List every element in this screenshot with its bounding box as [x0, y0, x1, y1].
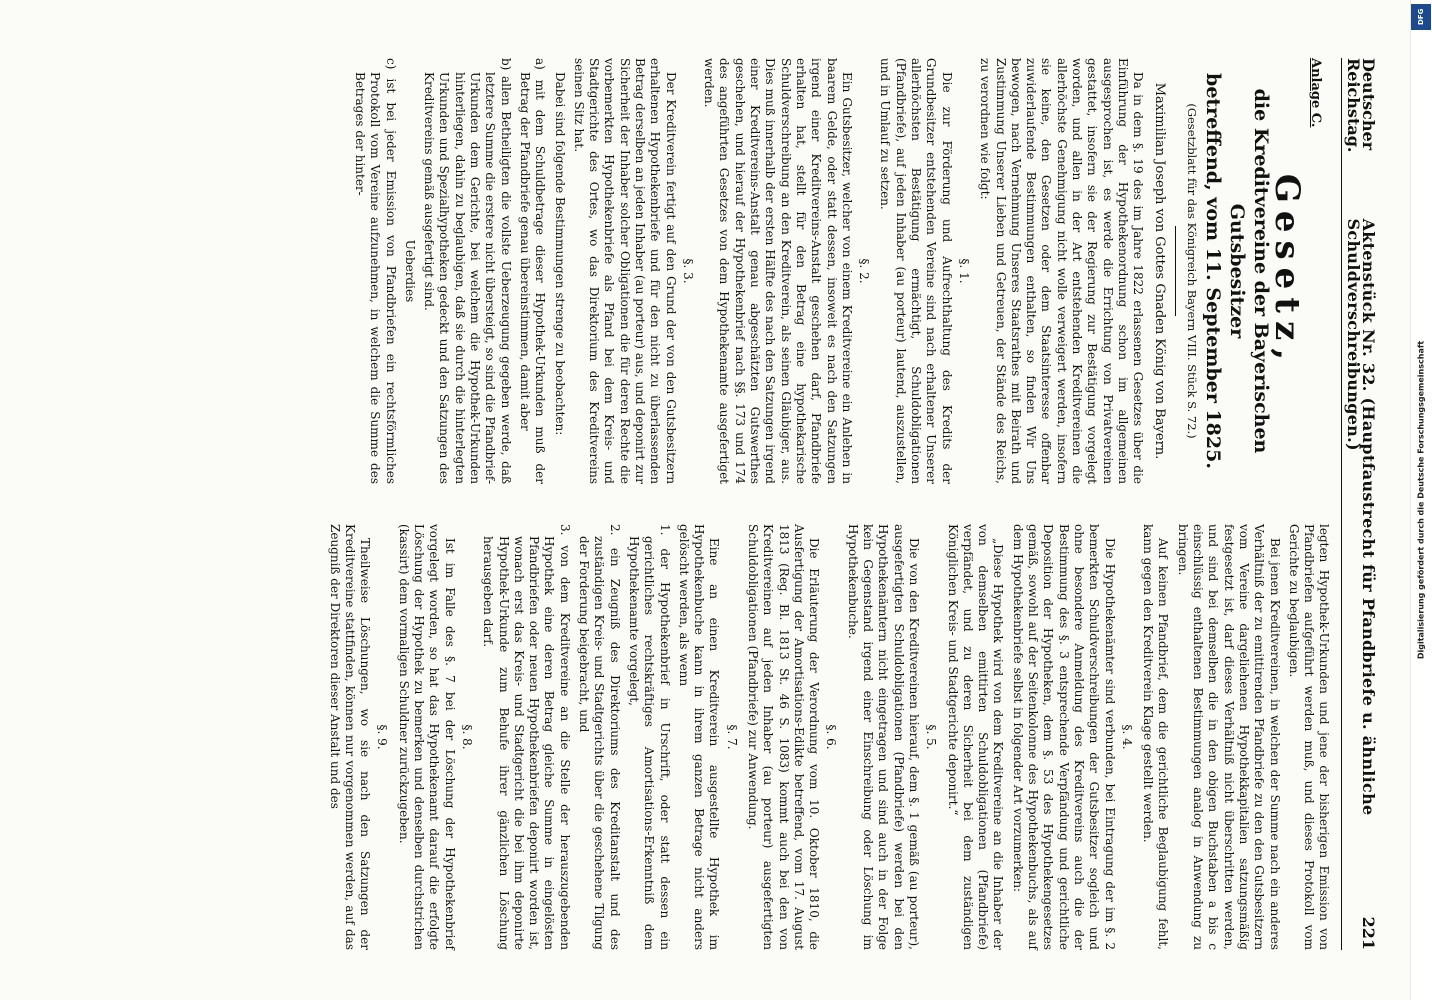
header-center — [1345, 219, 1376, 917]
section-8-text: Ist im Falle des §. 7 bei der Löschung der Hypothekenbrief vorgelegt worden, so hat das Hypothekenamt darauf die erfolgte Löschung der Hypothek zu bemerken und denselben durchstrichen (kassirt) dem vormaligen Schuldner zurückzugeben. — [396, 524, 457, 950]
section-5-text: Die von den Kreditvereinen hierauf, dem §. 1 gemäß (au porteur), ausgefertigten Schuldobligationen (Pfandbriefe) werden bei den Hypothekenämtern nicht eingetragen und sind auch in der Folge kein Gegenstand irgend einer Einschreibung oder Löschung im Hypothekenbuche. — [845, 524, 921, 950]
section-1-number: §. 1. — [956, 258, 971, 284]
section-2-number: §. 2. — [857, 258, 872, 284]
section-3-continuation: Dabei sind folgende Bestimmungen strenge zu beobachten: — [552, 72, 567, 436]
section-7-text: Eine an einen Kreditverein ausgestellte Hypothek im Hypothekenbuche kann in ihrem ganzen Betrage nicht anders gelöscht werden, als wenn — [676, 524, 722, 950]
section-9-number: §. 9. — [375, 724, 390, 750]
section-7-item-3: 3. von dem Kreditvereine an die Stelle der herauszugebenden Hypothek eine deren Betrag gleiche Summe in eingelösten Pfandbriefen oder neuen Hypothekenbriefen deponirt worden ist, wonach erst das Kreis- und Stadtgericht die bei ihm deponirte Hypothek-Urkunde zum Behufe ihrer gänzlichen Löschung herausgeben darf. — [481, 524, 572, 950]
king-line: Maximilian Joseph von Gottes Gnaden König von Bayern. — [1151, 82, 1167, 460]
preamble: Da in dem §. 19 des im Jahre 1822 erlassenen Gesetzes über die Einführung der Hypothekenordnung schon im allgemeinen ausgesprochen ist, es werde die Errichtung von Privatvereinen gestattet, insofern sie der Regierung zur Bestätigung vorgelegt worden, und allen in der Art entstehenden Kreditvereinen die allerhöchste Genehmigung nicht wolle verweigert werden, insofern sie keine, den Gesetzen oder dem Staatsinteresse offenbar zuwiderlaufende Bestimmungen enthalten, so finden Wir Uns bewogen, nach Vernehmung Unseres Staatsrathes mit Beirath und Zustimmung Unserer Lieben und Getreuen, der Stände des Reichs, zu verordnen wie folgt: — [978, 58, 1146, 484]
section-3-text: Der Kreditverein fertigt auf den Grund der von den Gutsbesitzern erhaltenen Hypothekenbriefe und für den nicht zu überlassenden Betrag derselben an jeden Inhaber (au porteur) aus, und deponirt zur Sicherheit der Inhaber solcher Obligationen die für deren Rechte die vorbemerkten Hypothekenbriefe als Pfand bei dem Kreis- und Stadtgerichte des Ortes, wo das Direktorium des Kreditvereins seinen Sitz hat. — [571, 58, 678, 484]
page-number: 221 — [1359, 916, 1378, 950]
law-subtitle-line2: betreffend, vom 11. September 1825. — [1201, 73, 1224, 469]
section-4-text: Die Hypothekenämter sind verbunden, bei Eintragung der im §. 2 bemerkten Schuldverschreibungen der Gutsbesitzer sogleich und ohne besondere Anmeldung des Kreditvereins auch die der Bestimmung des §. 3 entsprechende Verpfändung und gerichtliche Deposition der Hypotheken, dem §. 53 des Hypothekengesetzes gemäß, sowohl auf der Seitenkolonne des Hypothekenbuchs, als auf dem Hypothekenbriefe selbst in folgender Art vorzumerken: — [1010, 524, 1117, 950]
section-3-item-a: a) mit dem Schuldbetrage dieser Hypothek-Urkunden muß der Betrag der Pfandbriefe genau übereinstimmen, damit aber — [517, 58, 548, 484]
header-left: Deutscher Reichstag. — [1343, 58, 1378, 153]
right-column — [322, 524, 1331, 950]
section-4-quote: „Diese Hypothek wird von dem Kreditvereine an die Inhaber der von demselben emittirten Schuldobligationen (Pfandbriefe) verpfändet, und zu deren Sicherheit bei dem zuständigen Königlichen Kreis- und Stadtgerichte deponirt.“ — [945, 524, 1006, 950]
dfg-logo: DFG — [1411, 4, 1431, 30]
section-8-number: §. 8. — [459, 724, 474, 750]
section-1-text: Die zur Förderung und Aufrechthaltung des Kredits der Grundbesitzer entstehenden Vereine sind nach erhaltener Unserer allerhöchsten Bestätigung ermächtigt, Schuldobligationen (Pfandbriefe), auf jeden Inhaber (au porteur) lautend, auszustellen, und in Umlauf zu setzen. — [878, 58, 954, 484]
section-3-item-b: b) allen Betheiligten die vollste Ueberzeugung gegeben werde, daß letztere Summe die erstere nicht übersteigt, so sind die Pfandbrief-Urkunden dem Gerichte, bei welchem die Hypothek-Urkunden hinterliegen, dahin zu beglaubigen, daß sie durch die hinterlegten Urkunden und Spezialhypotheken gedeckt und den Satzungen des Kreditvereins gemäß ausgefertigt sind. — [422, 58, 513, 484]
digitization-note: Digitalisierung gefördert durch die Deutsche Forschungsgemeinschaft — [1416, 340, 1426, 660]
text-columns — [322, 58, 1331, 950]
section-2-text: Ein Gutsbesitzer, welcher von einem Kreditvereine ein Anlehen in baarem Gelde, oder statt dessen, insoweit es nach den Satzungen irgend einer Kreditvereins-Anstalt geschehen darf, Pfandbriefe erhalten hat, stellt für den Betrag eine hypothekarische Schuldverschreibung an den Kreditverein, als seinen Gläubiger, aus. Dies muß innerhalb der ersten Hälfte des nach den Satzungen irgend einer Kreditvereins-Anstalt genau abgeschätzten Gutswerthes geschehen, und hierauf der Hypothekenbrief nach §§. 173 und 174 des angeführten Gesetzes von dem Hypothekenamte ausgefertiget werden. — [702, 58, 854, 484]
section-6-text: Die Erläuterung der Verordnung vom 10. Oktober 1810, die Ausfertigung der Amortisations-Edikte betreffend, vom 17. August 1813 (Reg. Bl. 1813 St. 46 S. 1083) kommt auch bei den von Kreditvereinen auf jeden Inhaber (au porteur) ausgefertigten Schuldobligationen (Pfandbriefe) zur Anwendung. — [746, 524, 822, 950]
section-3-ueberdies: Ueberdies — [402, 239, 417, 303]
header-document-number: Aktenstück Nr. 32. — [1359, 218, 1378, 392]
header-subject: (Hauptfaustrecht für Pfandbriefe u. ähnliche Schuldverschreibungen.) — [1343, 218, 1378, 816]
law-title: Gesetz, — [1267, 173, 1308, 369]
section-5-number: §. 5. — [924, 724, 939, 750]
source-citation: (Gesetzblatt für das Königreich Bayern VIII. Stück S. 72.) — [1184, 103, 1199, 439]
page-header — [1341, 58, 1376, 950]
section-7-number: §. 7. — [724, 724, 739, 750]
section-6-number: §. 6. — [824, 724, 839, 750]
section-4-number: §. 4. — [1119, 724, 1134, 750]
section-9-text: Theilweise Löschungen, wo sie nach den Satzungen der Kreditvereine stattfinden, können nur vorgenommen werden, auf das Zeugniß der Direktoren dieser Anstalt und des — [327, 524, 373, 950]
law-subtitle-line1: die Kreditvereine der Bayerischen Gutsbesitzer — [1225, 88, 1272, 454]
left-column — [322, 58, 1331, 484]
right-text-3: Auf keinen Pfandbrief, dem die gerichtliche Beglaubigung fehlt, kann gegen den Kreditverein Klage gestellt werden. — [1141, 524, 1171, 950]
annex-label: Anlage C. — [1308, 58, 1324, 128]
section-3-number: §. 3. — [680, 258, 695, 284]
right-text-1: legten Hypothek-Urkunden und jene der bisherigen Emission von Pfandbriefen aufgeführt werden muß, und dieses Protokoll vom Gerichte zu beglaubigen. — [1286, 524, 1332, 950]
section-7-item-2: 2. ein Zeugniß des Direktoriums des Kreditanstalt und des zuständigen Kreis- und Stadtgerichts über die geschehene Tilgung der Forderung beigebracht, und — [577, 524, 622, 950]
section-3-item-c: c) ist bei jeder Emission von Pfandbriefen ein rechtsförmliches Protokoll vom Vereine aufzunehmen, in welchem die Summe des Betrages der hinter- — [352, 58, 398, 484]
section-7-item-1: 1. der Hypothekenbrief in Urschrift, oder statt dessen ein gerichtliches rechtskräftiges Amortisations-Erkenntniß dem Hypothekenamte vorgelegt, — [626, 524, 672, 950]
right-text-2: Bei jenen Kreditvereinen, in welchen der Summe nach ein anderes Verhältniß der zu emittirenden Pfandbriefe zu den den Gutsbesitzern vom Vereine dargeliehenen Hypothekkapitalien satzungsmäßig festgesetzt ist, darf dieses Verhältniß nicht überschritten werden, und sind bei demselben die in den obigen Buchstaben a bis c einschlüssig enthaltenen Bestimmungen analog in Anwendung zu bringen. — [1175, 524, 1282, 950]
divider — [1175, 226, 1176, 316]
